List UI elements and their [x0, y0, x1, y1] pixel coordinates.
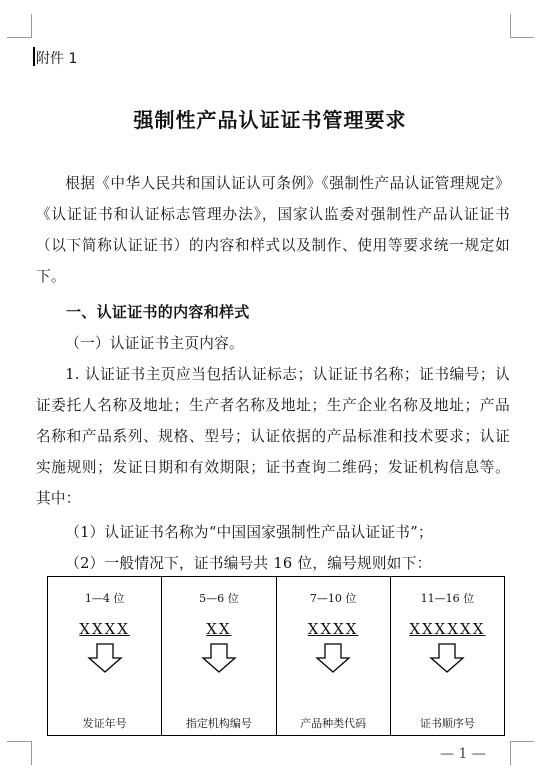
- crop-mark: [510, 37, 534, 38]
- code-positions: 7—10 位: [309, 592, 357, 605]
- item-paragraph[interactable]: 1. 认证证书主页应当包括认证标志；认证证书名称；证书编号；认证委托人名称及地址；生产者名称及地址；生产企业名称及地址；产品名称和产品系列、规格、型号；认证依据的产品标准和技术要求；认证实施规则；发证日期和有效期限；证书查询二维码；发证机构信息等。其中：: [36, 366, 510, 507]
- subsection-heading[interactable]: （一）认证证书主页内容。: [65, 335, 244, 352]
- crop-mark: [31, 741, 32, 765]
- item-name-rule[interactable]: （1）认证证书名称为“中国国家强制性产品认证证书”；: [65, 524, 433, 541]
- code-placeholder: XXXX: [307, 620, 359, 638]
- down-arrow-icon: [427, 642, 467, 674]
- down-arrow-icon: [85, 642, 125, 674]
- code-cell: [276, 577, 390, 736]
- attachment-label[interactable]: 附件 1: [36, 51, 78, 67]
- code-cell: [162, 577, 276, 736]
- certificate-number-table: [47, 576, 505, 736]
- crop-mark: [510, 741, 534, 742]
- code-label: 产品种类代码: [300, 717, 367, 730]
- code-label: 证书顺序号: [419, 717, 475, 730]
- code-placeholder: XXXX: [79, 620, 130, 638]
- text-cursor: [33, 47, 35, 66]
- crop-mark: [31, 14, 32, 38]
- code-positions: 11—16 位: [420, 592, 475, 605]
- down-arrow-icon: [199, 642, 239, 674]
- section-heading[interactable]: 一、认证证书的内容和样式: [66, 303, 250, 321]
- code-label: 发证年号: [82, 717, 127, 730]
- crop-mark: [510, 741, 511, 765]
- intro-paragraph[interactable]: 根据《中华人民共和国认证认可条例》《强制性产品认证管理规定》《认证证书和认证标志管理办法》，国家认监委对强制性产品认证证书（以下简称认证证书）的内容和样式以及制作、使用等要求统一规定如下。: [36, 175, 510, 285]
- code-placeholder: XX: [206, 620, 232, 638]
- code-label: 指定机构编号: [185, 717, 252, 730]
- code-positions: 1—4 位: [84, 592, 125, 605]
- code-placeholder: XXXXXX: [409, 620, 486, 638]
- down-arrow-icon: [313, 642, 353, 674]
- crop-mark: [7, 37, 31, 38]
- crop-mark: [7, 741, 31, 742]
- code-cell: [390, 577, 504, 736]
- page-number: — 1 —: [440, 746, 486, 762]
- code-positions: 5—6 位: [199, 592, 239, 605]
- crop-mark: [510, 14, 511, 38]
- code-cell: [48, 577, 162, 736]
- document-title[interactable]: 强制性产品认证证书管理要求: [133, 108, 407, 132]
- item-number-rule[interactable]: （2）一般情况下，证书编号共 16 位，编号规则如下：: [65, 555, 432, 572]
